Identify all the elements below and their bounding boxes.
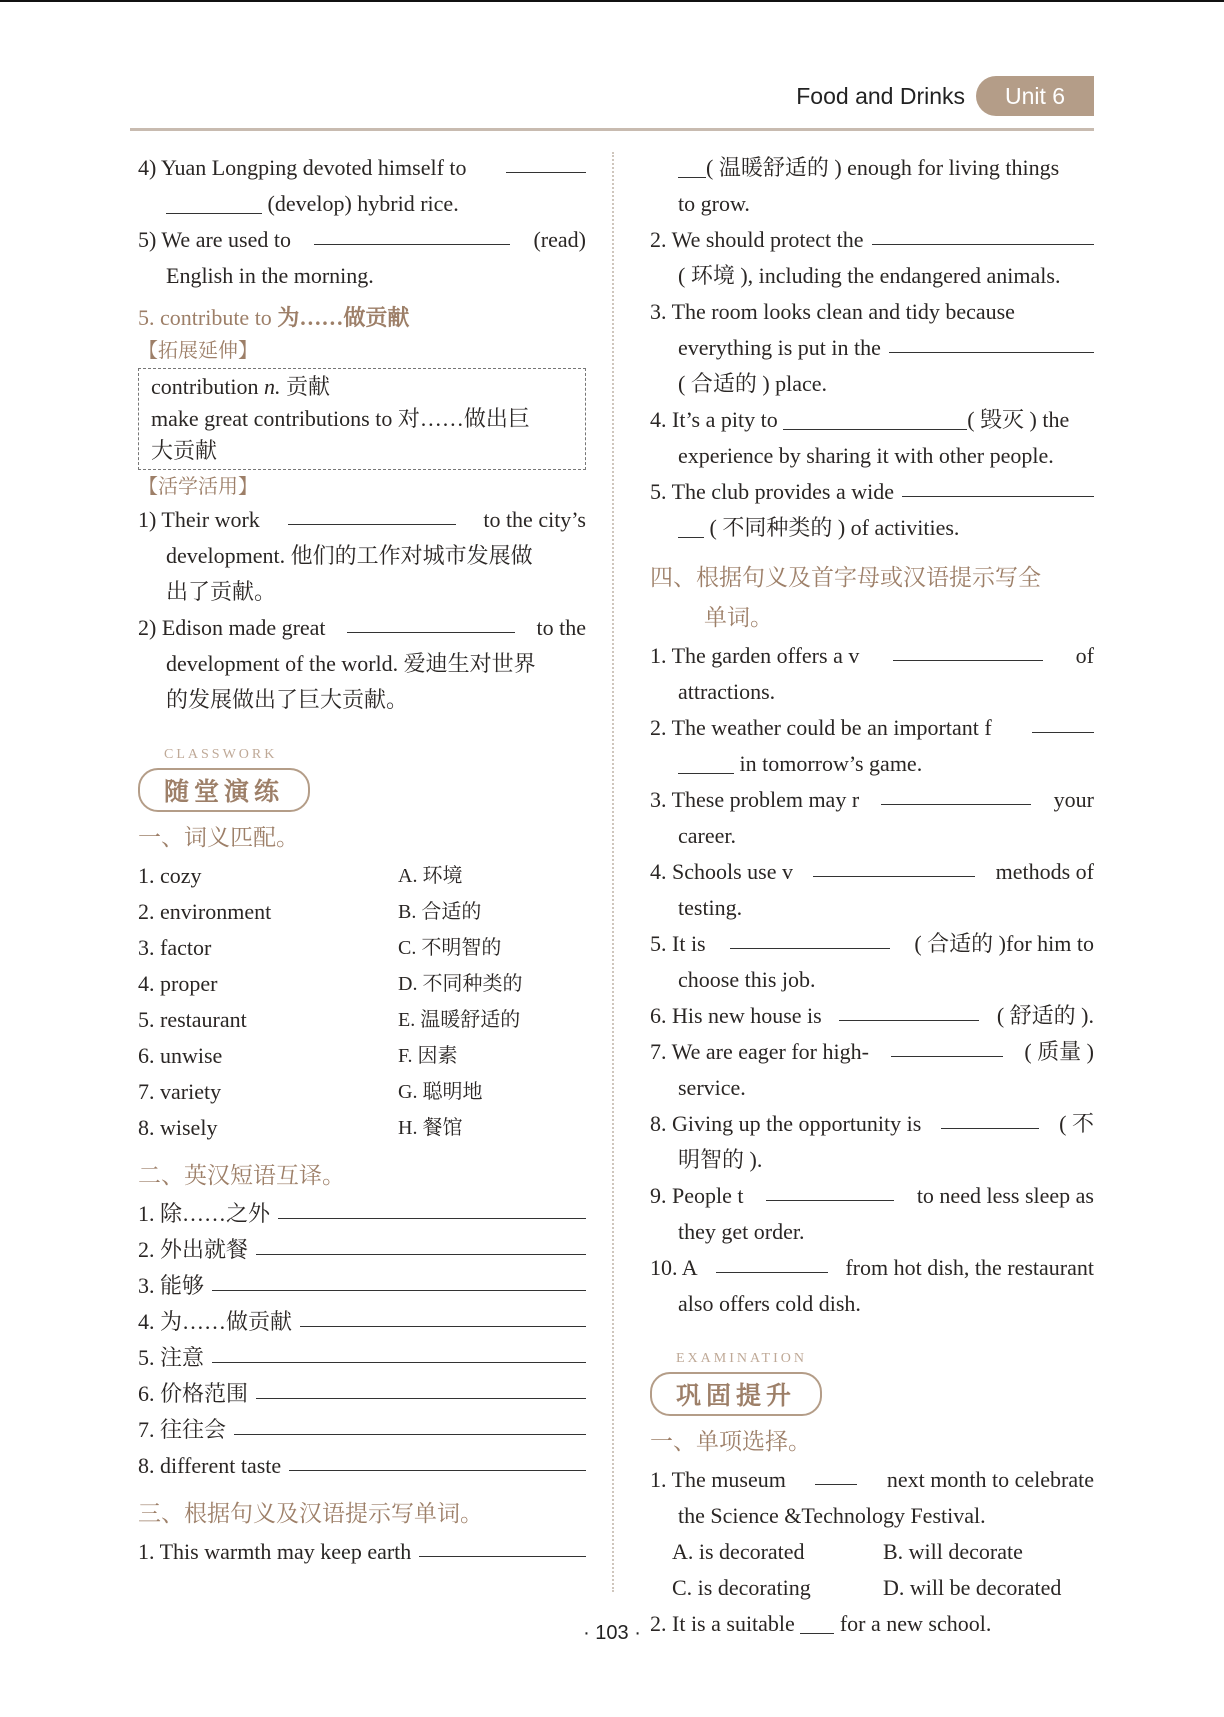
examination-badge: 巩固提升 bbox=[650, 1372, 822, 1416]
question-line: 1) Their work to the city’s bbox=[138, 502, 586, 538]
apply-label: 【活学活用】 bbox=[138, 476, 258, 498]
answer-blank[interactable] bbox=[941, 1106, 1039, 1129]
answer-blank[interactable] bbox=[347, 610, 515, 633]
question-line: 5) We are used to (read) bbox=[138, 222, 586, 258]
answer-blank[interactable] bbox=[256, 1376, 586, 1399]
question-line: 10. A from hot dish, the restaurant bbox=[650, 1250, 1094, 1286]
section-title: 二、英汉短语互译。 bbox=[138, 1163, 345, 1188]
answer-blank[interactable] bbox=[783, 407, 967, 430]
option-d[interactable]: D. will be decorated bbox=[883, 1575, 1062, 1600]
answer-blank[interactable] bbox=[902, 474, 1094, 497]
options-row bbox=[650, 1534, 1094, 1570]
answer-blank[interactable] bbox=[678, 751, 734, 774]
answer-blank[interactable] bbox=[815, 1462, 857, 1485]
question-line: 6. His new house is ( 舒适的 ). bbox=[650, 998, 1094, 1034]
option-b[interactable]: B. will decorate bbox=[883, 1539, 1023, 1564]
unit-tab: Unit 6 bbox=[976, 76, 1094, 116]
answer-blank[interactable] bbox=[678, 515, 704, 538]
answer-blank[interactable] bbox=[419, 1534, 586, 1557]
examination-label-en: EXAMINATION bbox=[676, 1351, 807, 1366]
question-line: 7. We are eager for high- ( 质量 ) bbox=[650, 1034, 1094, 1070]
question-line: 3. These problem may r your bbox=[650, 782, 1094, 818]
section-title: 一、单项选择。 bbox=[650, 1429, 811, 1454]
header-rule bbox=[130, 128, 1094, 131]
section-title: 一、词义匹配。 bbox=[138, 825, 299, 850]
section-title-cont: 单词。 bbox=[704, 605, 773, 630]
question-line: 1. The museum next month to celebrate bbox=[650, 1462, 1094, 1498]
answer-blank[interactable] bbox=[278, 1196, 586, 1219]
answer-blank[interactable] bbox=[212, 1268, 586, 1291]
answer-blank[interactable] bbox=[891, 1034, 1003, 1057]
question-line: 4) Yuan Longping devoted himself to bbox=[138, 150, 586, 186]
answer-blank[interactable] bbox=[234, 1412, 586, 1435]
right-column: ( 温暖舒适的 ) enough for living things to grow. 2. We should protect the ( 环境 ), including the endangered animals. 3. The room looks clean and tidy because everything is put in the ( 合适的 ) place. 4. It’s a pity to ( 毁灭 ) the experience by sharing it with other people. 5. The club provides a wide ( 不同种类的 ) of activities. 四、根据句义及首字母或汉语提示写全 单词。 1. The garden offers a v of attractions. 2. The weather could be an important f in tomorrow’s game. 3. These problem may r your career. 4. Schools use v methods of testing. 5. It is ( 合适的 )for him to choose this job. 6. His new house is ( 舒适的 ). 7. We are eager for high- ( 质量 ) service. 8. Giving up the opportunity is ( 不 明智的 ). 9. People t to need less sleep as they get order. 10. A from hot dish, the restaurant also offers cold dish. EXAMINATION 巩固提升 一、单项选择。 1. The museum next month to celebrate the Science &Technology Festival. A. is decorated B. will decorate C. is decorating D. will be decorated 2. It is a suitable for a new school. bbox=[650, 150, 1094, 1642]
header-title: Food and Drinks bbox=[796, 83, 965, 109]
answer-blank[interactable] bbox=[881, 782, 1031, 805]
answer-blank[interactable] bbox=[256, 1232, 586, 1255]
answer-blank[interactable] bbox=[813, 854, 975, 877]
question-line: in tomorrow’s game. bbox=[650, 746, 1094, 782]
phrase-list: 1. 除……之外 2. 外出就餐 3. 能够 4. 为……做贡献 5. 注意 6. 价格范围 7. 往往会 8. different taste bbox=[138, 1196, 586, 1484]
question-line: (develop) hybrid rice. bbox=[138, 186, 586, 222]
answer-blank[interactable] bbox=[678, 155, 706, 178]
options-row bbox=[650, 1570, 1094, 1606]
option-a[interactable]: A. is decorated bbox=[672, 1539, 805, 1564]
question-line: 8. Giving up the opportunity is ( 不 bbox=[650, 1106, 1094, 1142]
section-title: 四、根据句义及首字母或汉语提示写全 bbox=[650, 565, 1041, 590]
classwork-label-en: CLASSWORK bbox=[164, 747, 278, 762]
question-line: ( 温暖舒适的 ) enough for living things bbox=[650, 150, 1094, 186]
section-title: 三、根据句义及汉语提示写单词。 bbox=[138, 1501, 483, 1526]
question-line: 5. It is ( 合适的 )for him to bbox=[650, 926, 1094, 962]
answer-blank[interactable] bbox=[166, 191, 262, 214]
question-line: everything is put in the bbox=[650, 330, 1094, 366]
answer-blank[interactable] bbox=[893, 638, 1043, 661]
question-line: 5. The club provides a wide bbox=[650, 474, 1094, 510]
extend-label: 【拓展延伸】 bbox=[138, 340, 258, 362]
page-number: · 103 · bbox=[583, 1622, 641, 1644]
question-line: 4. It’s a pity to ( 毁灭 ) the bbox=[650, 407, 1070, 432]
answer-blank[interactable] bbox=[1032, 710, 1094, 733]
question-line: 2. It is a suitable for a new school. bbox=[650, 1611, 992, 1636]
answer-blank[interactable] bbox=[506, 150, 586, 173]
question-line: English in the morning. bbox=[166, 263, 374, 288]
question-line: 2. We should protect the bbox=[650, 222, 1094, 258]
option-c[interactable]: C. is decorating bbox=[672, 1575, 811, 1600]
answer-blank[interactable] bbox=[288, 502, 456, 525]
answer-blank[interactable] bbox=[839, 998, 979, 1021]
answer-blank[interactable] bbox=[212, 1340, 586, 1363]
answer-blank[interactable] bbox=[889, 330, 1094, 353]
answer-blank[interactable] bbox=[716, 1250, 828, 1273]
answer-blank[interactable] bbox=[314, 222, 510, 245]
column-separator bbox=[612, 152, 614, 1592]
extend-box: contribution n. 贡献 make great contributions to 对……做出巨 大贡献 bbox=[138, 368, 586, 470]
answer-blank[interactable] bbox=[872, 222, 1094, 245]
classwork-badge: 随堂演练 bbox=[138, 768, 310, 812]
answer-blank[interactable] bbox=[289, 1448, 586, 1471]
question-line: 9. People t to need less sleep as bbox=[650, 1178, 1094, 1214]
matching-list: 1. cozy A. 环境 2. environment B. 合适的 3. factor C. 不明智的 4. proper D. 不同种类的 5. restaurant E. 温暖舒适的 6. unwise F. 因素 7. variety G. 聪明地 8. wisely H. 餐馆 bbox=[138, 863, 523, 1140]
key-point-heading: 5. contribute to 为……做贡献 bbox=[138, 305, 410, 330]
answer-blank[interactable] bbox=[766, 1178, 894, 1201]
question-line: ( 不同种类的 ) of activities. bbox=[650, 510, 1094, 546]
question-line: 4. Schools use v methods of bbox=[650, 854, 1094, 890]
question-line: 2) Edison made great to the bbox=[138, 610, 586, 646]
answer-blank[interactable] bbox=[730, 926, 890, 949]
question-line: 1. This warmth may keep earth bbox=[138, 1534, 586, 1570]
question-line: 1. The garden offers a v of bbox=[650, 638, 1094, 674]
left-column: 4) Yuan Longping devoted himself to (develop) hybrid rice. 5) We are used to (read) English in the morning. 5. contribute to 为……做贡献 【拓展延伸】 contribution n. 贡献 make great contributions to 对……做出巨 大贡献 【活学活用】 1) Their work to the city’s development. 他们的工作对城市发展做 出了贡献。 2) Edison made great to the development of the world. 爱迪生对世界 的发展做出了巨大贡献。 CLASSWORK 随堂演练 一、词义匹配。 1. cozy A. 环境 2. environment B. 合适的 3. factor C. 不明智的 4. proper D. 不同种类的 5. restaurant E. 温暖舒适的 6. unwise F. 因素 7. variety G. 聪明地 8. wisely H. 餐馆 二、英汉短语互译。 1. 除……之外 2. 外出就餐 3. 能够 4. 为……做贡献 5. 注意 6. 价格范围 7. 往往会 8. different taste 三、根据句义及汉语提示写单词。 1. This warmth may keep earth bbox=[138, 150, 586, 1570]
answer-blank[interactable] bbox=[300, 1304, 586, 1327]
top-border bbox=[0, 0, 1224, 2]
question-line: 2. The weather could be an important f bbox=[650, 710, 1094, 746]
